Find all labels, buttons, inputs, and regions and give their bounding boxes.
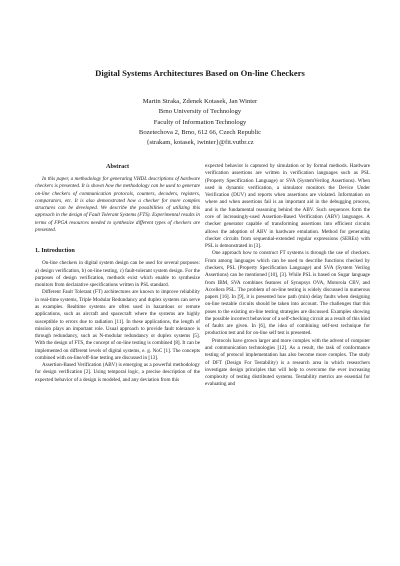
right-paragraph-3: Protocols have grown larger and more complex with the advent of computer and communication technologies [12]. As a result, the task of conformance testing of protocol implementation has also become more complex. The study of DFT (Design For Testability) is a research area in which researchers investigate design principles that will help to overcome the ever increasing complexity of testing distributed systems. Testability metrics are essential for evaluating and [205,337,370,388]
abstract-heading: Abstract [105,163,130,170]
right-paragraph-1: expected behavior is captured by simulation or by formal methods. Hardware verification assertions are written in verification languages such as PSL (Property Specification Language) or SVA (SystemVerilog Assertions). When used in dynamic verification, a simulator monitors the Device Under Verification (DUV) and reports when assertions are violated. Information on where and when assertions fail is an important aid in the debugging process, and is the fundamental reasoning behind the ABV. Such sequences form the core of increasingly-used Assertion-Based Verification (ABV) languages. A checker generator capable of transforming assertions into efficient circuits allows the adoption of ABV in hardware emulation. Method for generating checker circuits from sequential-extended regular expressions (SEREs) with PSL is demonstrated in [3]. [205,163,370,250]
intro-paragraph-2: Different Fault Tolerant (FT) architectures are known to improve reliability in real-time systems, Triple Modular Redundancy and duplex systems can serve as examples. Realtime systems are often used in hazardous or remote applications, such as aircraft and spacecraft where the systems are highly susceptible to errors due to radiation [11]. In these applications, the length of mission plays an important role. Usual approach to provide fault tolerance is through redundancy, such as N-modular redundancy or duplex systems [5]. With the design of FTS, the concept of on-line testing is combined [8]. It can be implemented on different levels of digital systems, e. g. NoC [1]. The concepts combined with on-line/off-line testing are discussed in [13]. [35,289,200,361]
affiliation-faculty: Faculty of Information Technology [153,118,247,126]
author-block [60,97,340,148]
section-heading-introduction: 1. Introduction [35,247,75,255]
left-column [35,163,200,384]
affiliation-address: Bozetechova 2, Brno, 612 66, Czech Republic [138,128,262,136]
intro-paragraph-3: Assertion-Based Verification (ABV) is emerging as a powerful methodology for design verification [2]. Using temporal logic, a precise description of the expected behavior of a design is modeled, and any deviation from this [35,362,200,383]
intro-paragraph-1: On-line checkers in digital system design can be used for several purposes: a) design verification, b) on-line testing, c) fault-tolerant system design. For the purposes of design verification, methods exist which enable to synthesize monitors from declarative specifications written in PSL standard. [35,260,200,289]
author-emails: {strakam, kotasek, iwinter}@fit.vutbr.cz [146,139,254,147]
right-column [205,163,370,389]
abstract-text: In this paper, a methodology for generating VHDL descriptions of hardware checkers is presented. It is shown how the methodology can be used to generate on-line checkers of communication protocols, counters, decoders, registers, comparators, etc. It is also demonstrated how a checker for more complex structures can be developed. We describe the possibilities of utilizing this approach in the design of Fault Tolerant Systems (FTS). Experimental results in terms of FPGA resources needed to synthesize different types of checkers are presented. [35,176,200,233]
paper-title: Digital Systems Architectures Based on On-line Checkers [95,68,305,78]
right-paragraph-2: One approach how to construct FT systems is through the use of checkers. From among languages which can be used to describe functions checked by checkers, PSL (Property Specification Language) and SVA (System Verilog Assertions) can be mentioned [10], [3]. While PSL is based on Sugar language from IBM, SVA combines features of Synopsys OVA, Motorola CBV, and Accellera PSL. The problem of on-line testing is widely discussed in numerous papers [16]. In [9], it is presented how path (min) delay faults when designing on-line testable circuits should be taken into account. The challenges that this poses to the existing on-line testing strategies are discussed. Examples showing the possible incorrect behaviour of a self-checking circuit as a result of this kind of faults are given. In [6], the idea of combining self-test technique for production test and for on-line self test is presented. [205,250,370,337]
affiliation-university: Brno University of Technology [158,108,242,116]
author-names: Martin Straka, Zdenek Kotasek, Jan Winter [142,98,258,105]
